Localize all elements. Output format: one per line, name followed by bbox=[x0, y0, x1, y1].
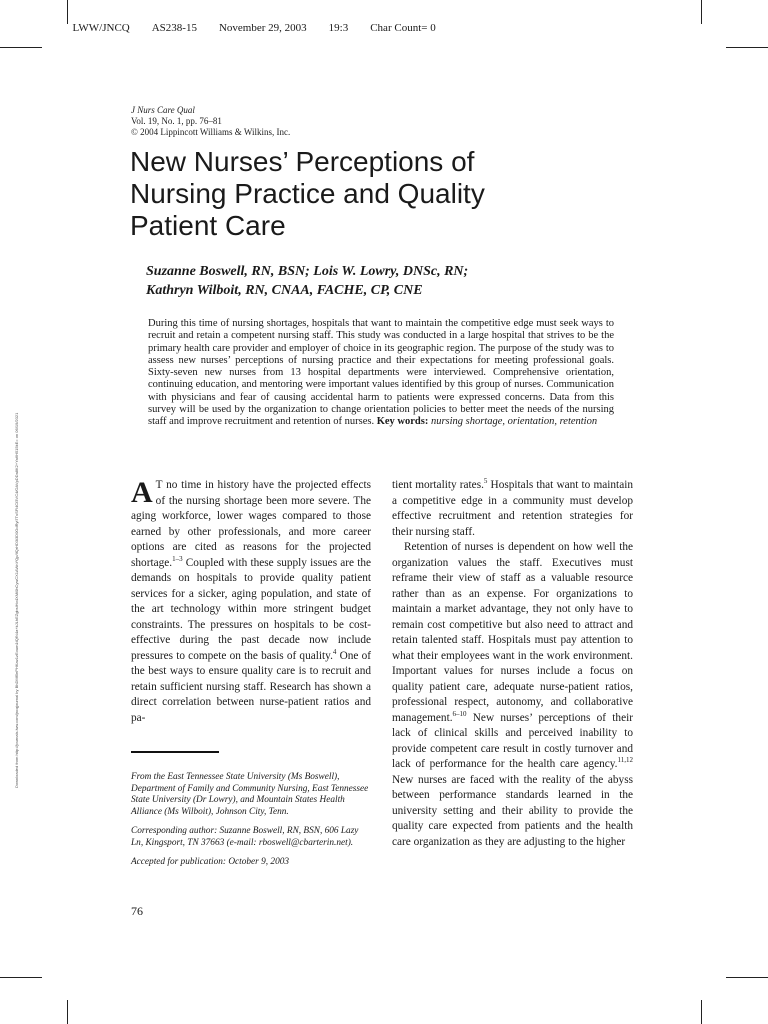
body-text: Coupled with these supply issues are the demands on hospitals to provide quality patient services for a sicker, aging population, and state of the art technology within more stringent budget constraints. The pressures on hospitals to be cost-effective during the past decade now include pressures to compete on the basis of quality. bbox=[131, 556, 371, 662]
crop-mark bbox=[701, 0, 702, 24]
authors-line-2: Kathryn Wilboit, RN, CNAA, FACHE, CP, CNE bbox=[146, 283, 423, 298]
reference-superscript: 5 bbox=[483, 477, 488, 486]
body-column-right bbox=[392, 478, 633, 850]
download-watermark-strip: Downloaded from http://journals.lww.com/jncqjournal by BhDMf5ePHKav1zEoum1tQfN4a+kJLhEZgbsIHo4XMi0hCywCX1AWnYQp/IlQrHD3i3D0OdRyi7TvSFl4Cf3VC4/OAVpDDa8K2+Ya6H515kE= on 06/19/2021 bbox=[14, 412, 19, 788]
crop-mark bbox=[726, 47, 768, 48]
accepted-note: Accepted for publication: October 9, 2003 bbox=[131, 857, 290, 867]
footnotes bbox=[131, 772, 371, 877]
crop-mark bbox=[0, 977, 42, 978]
page-number: 76 bbox=[131, 904, 143, 918]
print-header bbox=[67, 10, 458, 34]
journal-copyright: © 2004 Lippincott Williams & Wilkins, Inc. bbox=[131, 127, 291, 137]
body-paragraph bbox=[392, 478, 633, 540]
crop-mark bbox=[67, 1000, 68, 1024]
crop-mark bbox=[701, 1000, 702, 1024]
header-char-count: Char Count= 0 bbox=[370, 22, 436, 34]
body-text: New nurses’ perceptions of their lack of clinical skills and perceived inability to provide competent care result in costly turnover and lack of performance for the health care agency. bbox=[392, 711, 633, 770]
journal-name: J Nurs Care Qual bbox=[131, 105, 195, 115]
reference-superscript: 11,12 bbox=[617, 756, 633, 765]
header-article-id: AS238-15 bbox=[151, 22, 197, 34]
header-time: 19:3 bbox=[328, 22, 349, 34]
author-list bbox=[146, 262, 586, 300]
body-paragraph bbox=[392, 540, 633, 850]
header-code: LWW/JNCQ bbox=[72, 22, 130, 34]
journal-volume: Vol. 19, No. 1, pp. 76–81 bbox=[131, 116, 222, 126]
footnote-divider bbox=[131, 751, 219, 753]
reference-superscript: 6–10 bbox=[452, 709, 467, 718]
keywords: nursing shortage, orientation, retention bbox=[430, 416, 598, 428]
body-text: New nurses are faced with the reality of the abyss between performance standards learned in the university setting and their ability to provide the quality care expected from patients and the health care organization as they are adjusting to the higher bbox=[392, 773, 633, 848]
drop-cap: A bbox=[131, 476, 153, 509]
abstract bbox=[148, 318, 614, 429]
reference-superscript: 1–3 bbox=[172, 554, 183, 563]
body-text: Hospitals that want to maintain a competitive edge in a community must develop effective recruitment and retention strategies for their nursing staff. bbox=[392, 479, 633, 538]
body-text: T no time in history have the projected effects of the nursing shortage been more severe. The aging workforce, lower wages compared to those earned by other professionals, and more career options are cited as reasons for the projected shortage. bbox=[131, 479, 371, 569]
article-title: New Nurses’ Perceptions of Nursing Practice and Quality Patient Care bbox=[130, 146, 485, 241]
crop-mark bbox=[726, 977, 768, 978]
authors-line-1: Suzanne Boswell, RN, BSN; Lois W. Lowry, DNSc, RN; bbox=[146, 264, 469, 279]
body-column-left bbox=[131, 478, 371, 726]
affiliation-note: From the East Tennessee State University (Ms Boswell), Department of Family and Community Nursing, East Tennessee State University (Dr Lowry), and Mountain States Health Alliance (Ms Wilboit), Johnson City, Tenn. bbox=[131, 772, 369, 817]
journal-citation bbox=[131, 105, 290, 138]
abstract-text: During this time of nursing shortages, hospitals that want to maintain the competitive edge must seek ways to recruit and retain a competent nursing staff. This study was conducted in a large hospital that strives to be the primary health care provider and employer of choice in its geographic region. The purpose of the study was to assess new nurses’ perceptions of nursing practice and their expectations for meeting professional goals. Sixty-seven new nurses from 13 hospital departments were interviewed. Comprehensive orientation, continuing education, and mentoring were important values identified by this group of nurses. Communication with physicians and fear of causing accidental harm to patients were expressed concerns. Data from this survey will be used by the organization to change orientation policies to better meet the needs of the nursing staff and improve recruitment and retention of nurses. bbox=[148, 318, 614, 428]
reference-superscript: 4 bbox=[332, 647, 337, 656]
header-date: November 29, 2003 bbox=[218, 22, 307, 34]
keywords-label: Key words: bbox=[376, 416, 429, 428]
body-text: tient mortality rates. bbox=[392, 479, 484, 491]
intro-paragraph bbox=[131, 478, 371, 726]
body-text: One of the best ways to ensure quality care is to recruit and retain sufficient nursing staff. Research has shown a direct correlation between nurse-patient ratios and pa- bbox=[131, 649, 371, 724]
corresponding-author-note: Corresponding author: Suzanne Boswell, RN, BSN, 606 Lazy Ln, Kingsport, TN 37663 (e-mail: rboswell@cbarterin.net). bbox=[131, 826, 359, 848]
crop-mark bbox=[0, 47, 42, 48]
body-text: Retention of nurses is dependent on how well the organization values the staff. Executives must reframe their view of staff as a valuable resource rather than as an expense. For organizations to maintain a market advantage, they not only have to remain cost competitive but also need to attract and retain talented staff. Hospitals must pay attention to what their employees want in the work environment. Important values for nurses include a focus on quality patient care, adequate nurse-patient ratios, professional respect, autonomy, and collaborative management. bbox=[392, 541, 633, 724]
